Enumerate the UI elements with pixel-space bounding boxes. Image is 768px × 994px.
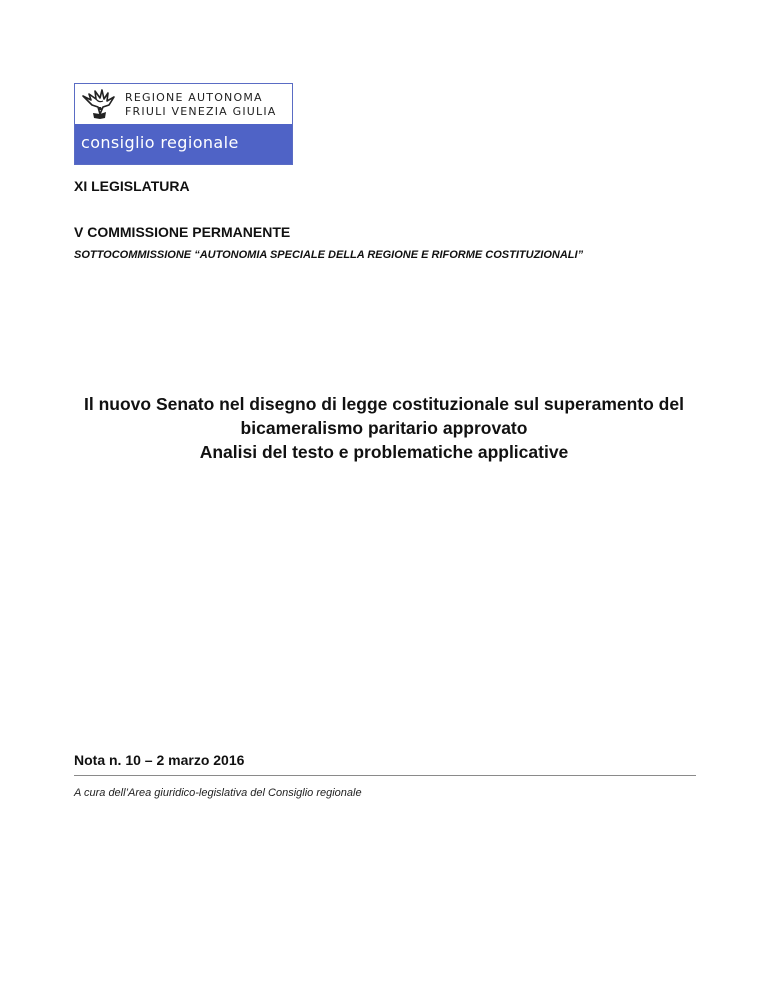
institution-logo <box>74 83 293 165</box>
logo-line-1: REGIONE AUTONOMA <box>125 91 263 104</box>
legislatura-heading: XI LEGISLATURA <box>74 178 190 194</box>
logo-band-text: consiglio regionale <box>81 133 239 152</box>
title-line-3: Analisi del testo e problematiche applicative <box>199 442 569 462</box>
curatore-text: A cura dell’Area giuridico-legislativa del Consiglio regionale <box>74 787 362 799</box>
sottocommissione-heading: SOTTOCOMMISSIONE “AUTONOMIA SPECIALE DELLA REGIONE E RIFORME COSTITUZIONALI” <box>74 249 584 261</box>
logo-top-section <box>75 84 292 124</box>
divider <box>74 775 696 776</box>
commissione-heading: V COMMISSIONE PERMANENTE <box>74 224 291 240</box>
eagle-icon <box>81 87 117 121</box>
logo-line-2: FRIULI VENEZIA GIULIA <box>125 105 277 118</box>
logo-band <box>75 124 292 164</box>
title-line-2: bicameralismo paritario approvato <box>240 418 528 438</box>
document-title <box>60 392 708 464</box>
nota-label: Nota n. 10 – 2 marzo 2016 <box>74 752 245 768</box>
title-line-1: Il nuovo Senato nel disegno di legge costituzionale sul superamento del <box>84 394 684 414</box>
